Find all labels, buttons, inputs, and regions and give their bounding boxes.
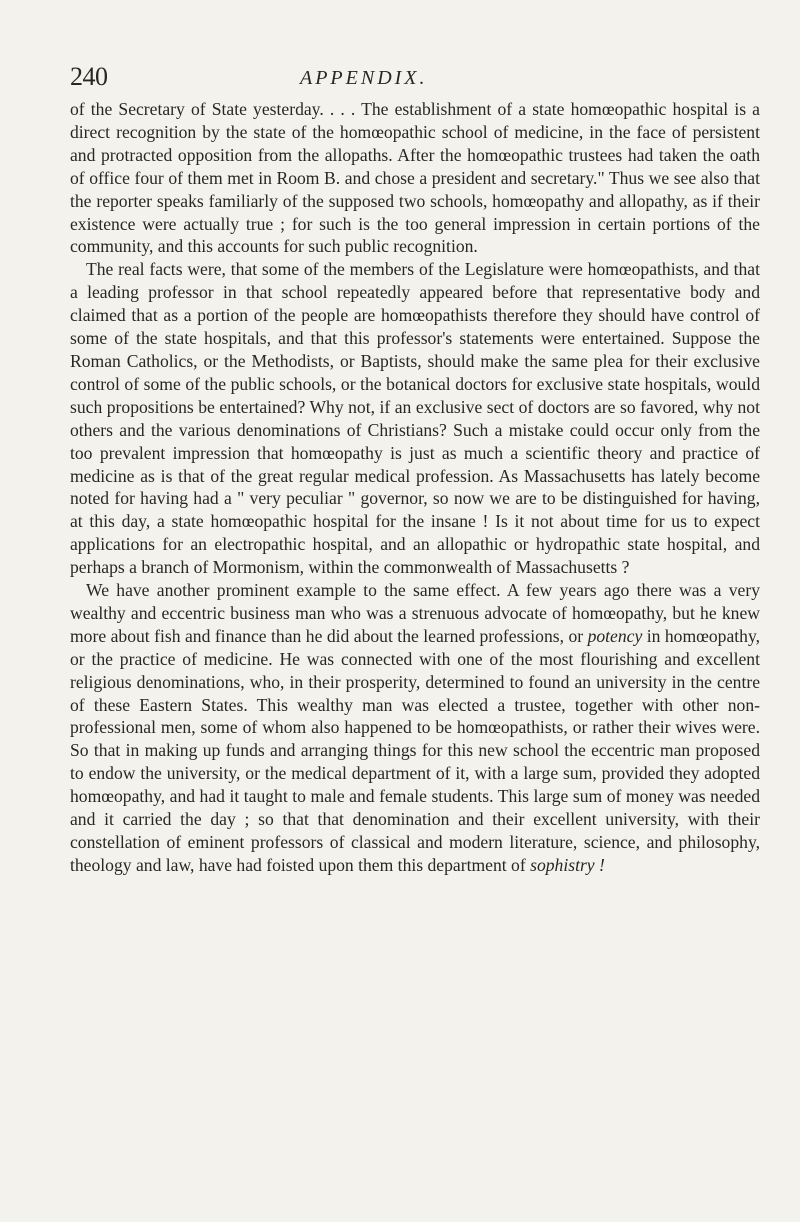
paragraph-1: of the Secretary of State yesterday. . . . The establishment of a state homœopathic hospital is a direct recognition by the state of the homœopathic school of medicine, in the face of persistent and protracted opposition from the allopaths. After the homœopathic trustees had taken the oath of office four of them met in Room B. and chose a president and secretary." Thus we see also that the reporter speaks familiarly of the supposed two schools, homœopathy and allopathy, as if their existence were actually true ; for such is the too general impression in certain portions of the community, and this accounts for such public recognition. <box>70 99 760 257</box>
italic-sophistry: sophistry ! <box>530 854 605 875</box>
page-number: 240 <box>70 62 108 91</box>
paragraph-3-part-1: We have another prominent example to the same effect. A few years ago there was a very wealthy and eccentric business man who was a strenuous advocate of homœopathy, but he knew more about fish and finance than he did about the learned professions, or <box>70 580 760 646</box>
running-title: APPENDIX. <box>300 67 428 89</box>
body-text <box>70 98 760 877</box>
paragraph-2: The real facts were, that some of the members of the Legislature were homœopathists, and that a leading professor in that school repeatedly appeared before that representative body and claimed that as a portion of the people are homœopathists therefore they should have control of some of the state hospitals, and that this professor's statements were entertained. Suppose the Roman Catholics, or the Methodists, or Baptists, should make the same plea for their exclusive control of some of the public schools, or the botanical doctors for exclusive state hospitals, would such propositions be entertained? Why not, if an exclusive sect of doctors are so favored, why not others and the various denominations of Christians? Such a mistake could occur only from the too prevalent impression that homœopathy is just as much a scientific theory and practice of medicine as is that of the great regular medical profession. As Massachusetts has lately become noted for having had a " very peculiar " governor, so now we are to be distinguished for having, at this day, a state homœopathic hospital for the insane ! Is it not about time for us to expect applications for an electropathic hospital, and an allopathic or hydropathic state hospital, and perhaps a branch of Mormonism, within the commonwealth of Massachusetts ? <box>70 259 760 578</box>
book-page <box>70 62 760 1202</box>
paragraph-3-part-2: in homœopathy, or the practice of medicine. He was connected with one of the most flourishing and excellent religious denominations, who, in their prosperity, determined to found an university in the centre of these Eastern States. This wealthy man was elected a trustee, together with other non-professional men, some of whom also happened to be homœopathists, or rather their wives were. So that in making up funds and arranging things for this new school the eccentric man proposed to endow the university, or the medical department of it, with a large sum, provided they adopted homœopathy, and had it taught to male and female students. This large sum of money was needed and it carried the day ; so that that denomination and their excellent university, with their constellation of eminent professors of classical and modern literature, science, and philosophy, theology and law, have had foisted upon them this department of <box>70 625 761 875</box>
page-header <box>70 62 760 92</box>
paragraph-3 <box>70 579 760 877</box>
italic-potency: potency <box>587 625 643 646</box>
